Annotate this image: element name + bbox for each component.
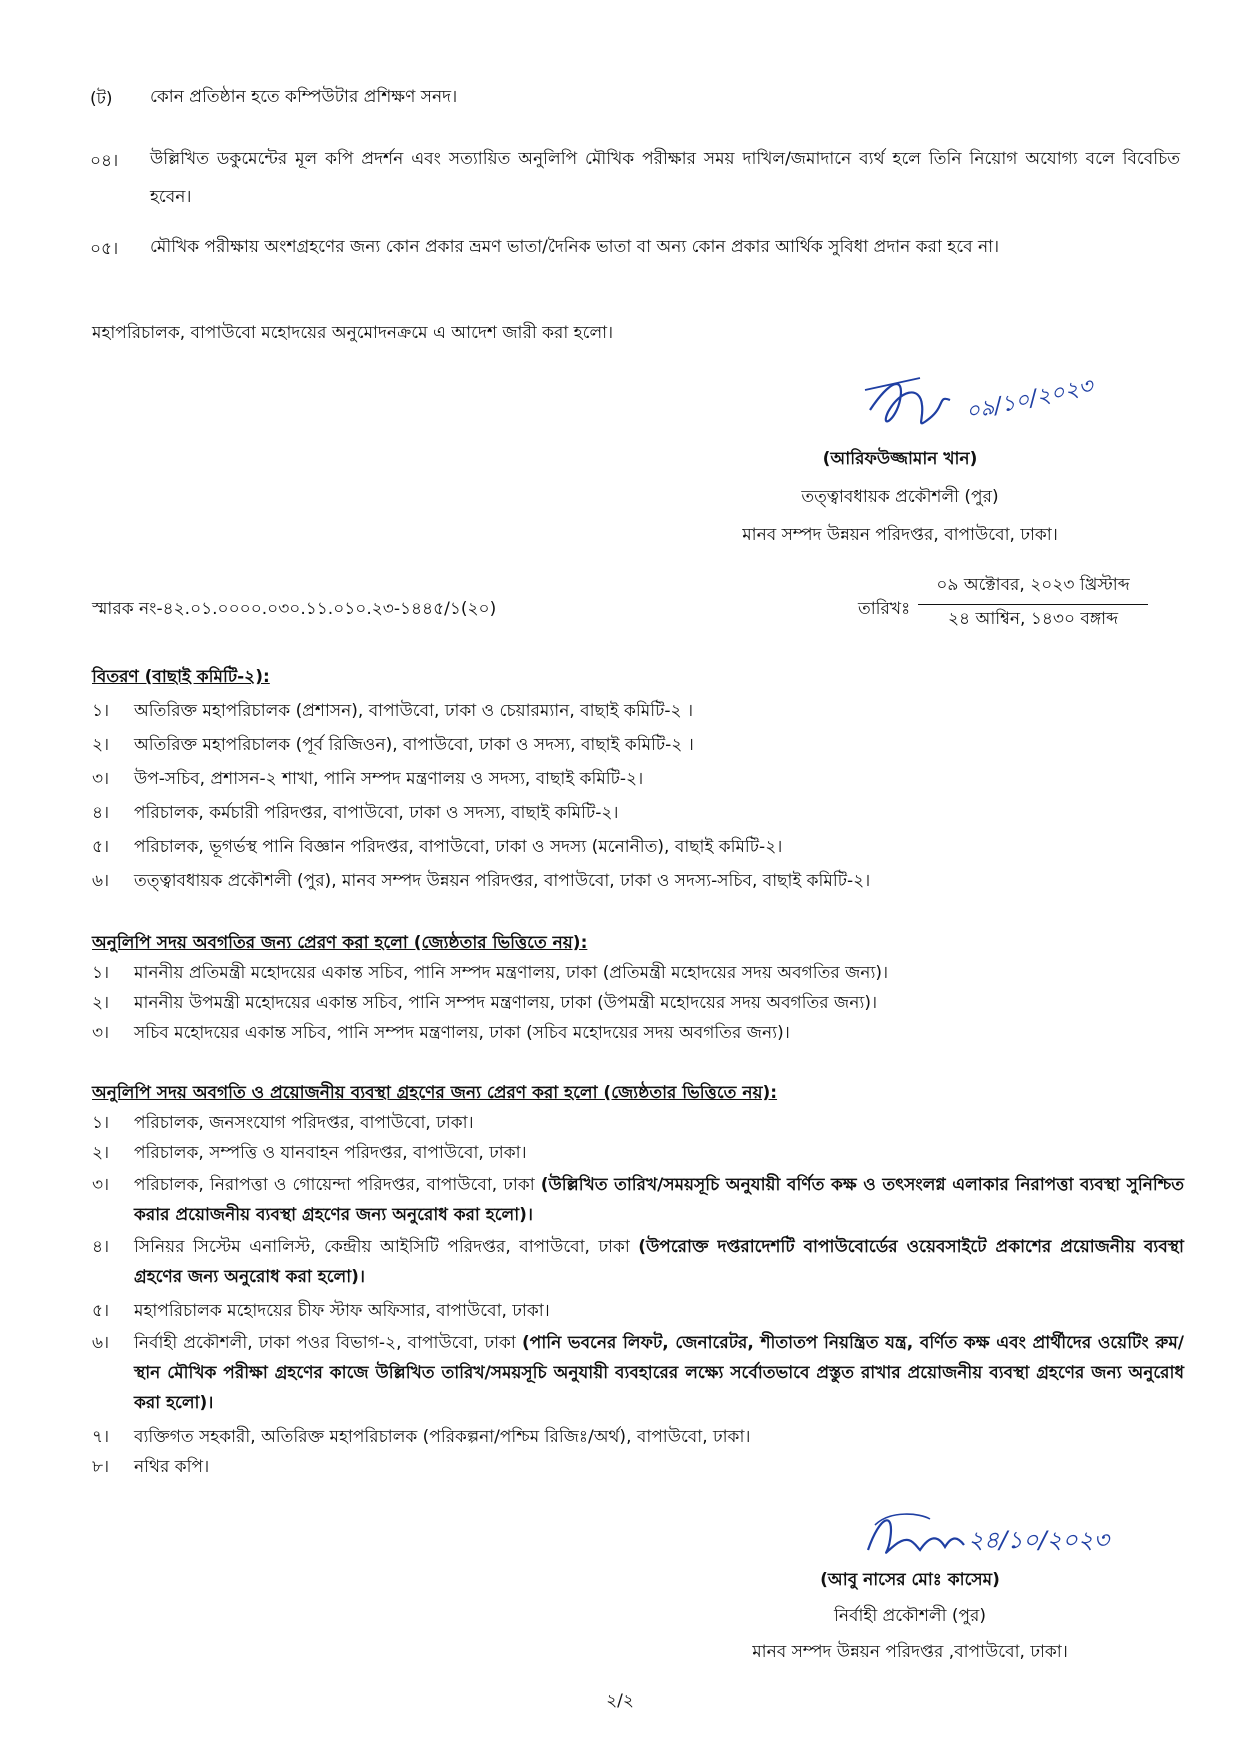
- list-text: পরিচালক, কর্মচারী পরিদপ্তর, বাপাউবো, ঢাকা ও সদস্য, বাছাই কমিটি-২।: [134, 803, 619, 823]
- memo-number: স্মারক নং-৪২.০১.০০০০.০৩০.১১.০১০.২৩-১৪৪৫/১(২০): [92, 599, 497, 619]
- copy-action-item: [92, 1424, 750, 1450]
- signature-2-scribble: [860, 1505, 970, 1565]
- signature-2-designation: নির্বাহী প্রকৌশলী (পুর): [833, 1606, 987, 1626]
- copy-info-item: [92, 1020, 790, 1046]
- list-number: ৩।: [92, 1023, 110, 1043]
- list-text: নির্বাহী প্রকৌশলী, ঢাকা পওর বিভাগ-২, বাপাউবো, ঢাকা: [134, 1333, 523, 1353]
- list-number: ৫।: [92, 1301, 110, 1321]
- signature-1-designation: তত্ত্বাবধায়ক প্রকৌশলী (পুর): [801, 487, 999, 507]
- list-number: ২।: [92, 993, 110, 1013]
- copy-action-item: [92, 1110, 474, 1136]
- list-text: পরিচালক, নিরাপত্তা ও গোয়েন্দা পরিদপ্তর, বাপাউবো, ঢাকা: [134, 1175, 541, 1195]
- distribution-item: [92, 868, 870, 894]
- distribution-item: [92, 766, 643, 792]
- distribution-item: [92, 732, 694, 758]
- list-text-bold: (উল্লিখিত তারিখ/সময়সূচি অনুযায়ী বর্ণিত কক্ষ ও তৎসংলগ্ন এলাকার নিরাপত্তা ব্যবস্থা সুনিশ্চিত করার প্রয়োজনীয় ব্যবস্থা গ্রহণের জন্য অনুরোধ করা হলো)।: [134, 1175, 1184, 1225]
- list-text-bold: (পানি ভবনের লিফট, জেনারেটর, শীতাতপ নিয়ন্ত্রিত যন্ত্র, বর্ণিত কক্ষ এবং প্রার্থীদের ওয়েটিং রুম/স্থান মৌখিক পরীক্ষা গ্রহণের কাজে উল্লিখিত তারিখ/সময়সূচি অনুযায়ী ব্যবহারের লক্ষ্যে সর্বোতভাবে প্রস্তুত রাখার প্রয়োজনীয় ব্যবস্থা গ্রহণের জন্য অনুরোধ করা হলো)।: [134, 1333, 1184, 1413]
- copy-info-item: [92, 990, 877, 1016]
- list-number: ৫।: [92, 837, 110, 857]
- signature-1-name: (আরিফউজ্জামান খান): [822, 449, 978, 469]
- list-number: ২।: [92, 735, 110, 755]
- list-text: মাননীয় উপমন্ত্রী মহোদয়ের একান্ত সচিব, পানি সম্পদ মন্ত্রণালয়, ঢাকা (উপমন্ত্রী মহোদয়ের সদয় অবগতির জন্য)।: [134, 993, 878, 1013]
- signature-2-name: (আবু নাসের মোঃ কাসেম): [820, 1570, 1000, 1590]
- list-text: ব্যক্তিগত সহকারী, অতিরিক্ত মহাপরিচালক (পরিকল্পনা/পশ্চিম রিজিঃ/অর্থ), বাপাউবো, ঢাকা।: [134, 1427, 751, 1447]
- signature-1-block: [740, 440, 1060, 554]
- approval-line: মহাপরিচালক, বাপাউবো মহোদয়ের অনুমোদনক্রমে এ আদেশ জারী করা হলো।: [92, 323, 614, 343]
- list-number: ৬।: [92, 1333, 110, 1353]
- list-number: ১।: [92, 1113, 110, 1133]
- list-number: ৪।: [92, 803, 110, 823]
- date-label: তারিখঃ: [858, 599, 911, 619]
- item-number: ০৫।: [90, 239, 119, 259]
- list-text: নথির কপি।: [134, 1457, 210, 1477]
- item-text: কোন প্রতিষ্ঠান হতে কম্পিউটার প্রশিক্ষণ সনদ।: [150, 87, 458, 107]
- copy-action-item: [134, 1232, 1184, 1292]
- list-text: পরিচালক, জনসংযোগ পরিদপ্তর, বাপাউবো, ঢাকা।: [134, 1113, 474, 1133]
- signature-1-office: মানব সম্পদ উন্নয়ন পরিদপ্তর, বাপাউবো, ঢাকা।: [742, 525, 1058, 545]
- list-number: ৬।: [92, 871, 110, 891]
- item-text: মৌখিক পরীক্ষায় অংশগ্রহণের জন্য কোন প্রকার ভ্রমণ ভাতা/দৈনিক ভাতা বা অন্য কোন প্রকার আর্থিক সুবিধা প্রদান করা হবে না।: [150, 237, 1000, 257]
- list-number: ৩।: [92, 1175, 110, 1195]
- item-number: ০৪।: [90, 151, 119, 171]
- date-gregorian: ০৯ অক্টোবর, ২০২৩ খ্রিস্টাব্দ: [918, 572, 1148, 605]
- copy-action-item: [134, 1328, 1184, 1418]
- list-text: তত্ত্বাবধায়ক প্রকৌশলী (পুর), মানব সম্পদ উন্নয়ন পরিদপ্তর, বাপাউবো, ঢাকা ও সদস্য-সচিব, বাছাই কমিটি-২।: [134, 871, 871, 891]
- copy-action-item: [92, 1140, 527, 1166]
- signature-2-date: ২৪/১০/২০২৩: [968, 1526, 1109, 1554]
- list-text: পরিচালক, সম্পত্তি ও যানবাহন পরিদপ্তর, বাপাউবো, ঢাকা।: [134, 1143, 527, 1163]
- list-text: মহাপরিচালক মহোদয়ের চীফ স্টাফ অফিসার, বাপাউবো, ঢাকা।: [134, 1301, 550, 1321]
- date-bangla: ২৪ আশ্বিন, ১৪৩০ বঙ্গাব্দ: [947, 609, 1119, 629]
- list-number: ২।: [92, 1143, 110, 1163]
- signature-1-date: ০৯/১০/২০২৩: [963, 373, 1096, 426]
- copy-action-item: [92, 1454, 209, 1480]
- list-text: অতিরিক্ত মহাপরিচালক (প্রশাসন), বাপাউবো, ঢাকা ও চেয়ারম্যান, বাছাই কমিটি-২ ।: [134, 701, 694, 721]
- list-text-bold: (উপরোক্ত দপ্তরাদেশটি বাপাউবোর্ডের ওয়েবসাইটে প্রকাশের প্রয়োজনীয় ব্যবস্থা গ্রহণের জন্য অনুরোধ করা হলো)।: [134, 1237, 1184, 1287]
- distribution-heading: বিতরণ (বাছাই কমিটি-২):: [92, 667, 270, 687]
- list-text: পরিচালক, ভূগর্ভস্থ পানি বিজ্ঞান পরিদপ্তর, বাপাউবো, ঢাকা ও সদস্য (মনোনীত), বাছাই কমিটি-২।: [134, 837, 783, 857]
- signature-2-office: মানব সম্পদ উন্নয়ন পরিদপ্তর ,বাপাউবো, ঢাকা।: [752, 1642, 1068, 1662]
- list-text: সিনিয়র সিস্টেম এনালিস্ট, কেন্দ্রীয় আইসিটি পরিদপ্তর, বাপাউবো, ঢাকা: [134, 1237, 639, 1257]
- list-text: মাননীয় প্রতিমন্ত্রী মহোদয়ের একান্ত সচিব, পানি সম্পদ মন্ত্রণালয়, ঢাকা (প্রতিমন্ত্রী মহোদয়ের সদয় অবগতির জন্য)।: [134, 963, 889, 983]
- item-text: উল্লিখিত ডকুমেন্টের মূল কপি প্রদর্শন এবং সত্যায়িত অনুলিপি মৌখিক পরীক্ষার সময় দাখিল/জমাদানে ব্যর্থ হলে তিনি নিয়োগ অযোগ্য বলে বিবেচিত হবেন।: [150, 149, 1180, 207]
- item-number: (ট): [90, 89, 113, 109]
- distribution-item: [92, 698, 693, 724]
- distribution-item: [92, 800, 619, 826]
- list-text: সচিব মহোদয়ের একান্ত সচিব, পানি সম্পদ মন্ত্রণালয়, ঢাকা (সচিব মহোদয়ের সদয় অবগতির জন্য)।: [134, 1023, 790, 1043]
- signature-2-block: [735, 1562, 1085, 1670]
- list-number: ৮।: [92, 1457, 110, 1477]
- list-number: ৩।: [92, 769, 110, 789]
- copy-action-item: [134, 1170, 1184, 1230]
- list-number: ৭।: [92, 1427, 110, 1447]
- copy-info-heading: অনুলিপি সদয় অবগতির জন্য প্রেরণ করা হলো (জ্যেষ্ঠতার ভিত্তিতে নয়):: [92, 933, 588, 953]
- copy-action-heading: অনুলিপি সদয় অবগতি ও প্রয়োজনীয় ব্যবস্থা গ্রহণের জন্য প্রেরণ করা হলো (জ্যেষ্ঠতার ভিত্তিতে নয়):: [92, 1083, 778, 1103]
- list-text: অতিরিক্ত মহাপরিচালক (পূর্ব রিজিওন), বাপাউবো, ঢাকা ও সদস্য, বাছাই কমিটি-২ ।: [134, 735, 694, 755]
- copy-action-item: [92, 1298, 550, 1324]
- list-number: ১।: [92, 701, 110, 721]
- copy-info-item: [92, 960, 888, 986]
- list-text: উপ-সচিব, প্রশাসন-২ শাখা, পানি সম্পদ মন্ত্রণালয় ও সদস্য, বাছাই কমিটি-২।: [134, 769, 644, 789]
- list-number: ১।: [92, 963, 110, 983]
- distribution-item: [92, 834, 782, 860]
- page-number: ২/২: [606, 1691, 634, 1711]
- list-number: ৪।: [92, 1237, 110, 1257]
